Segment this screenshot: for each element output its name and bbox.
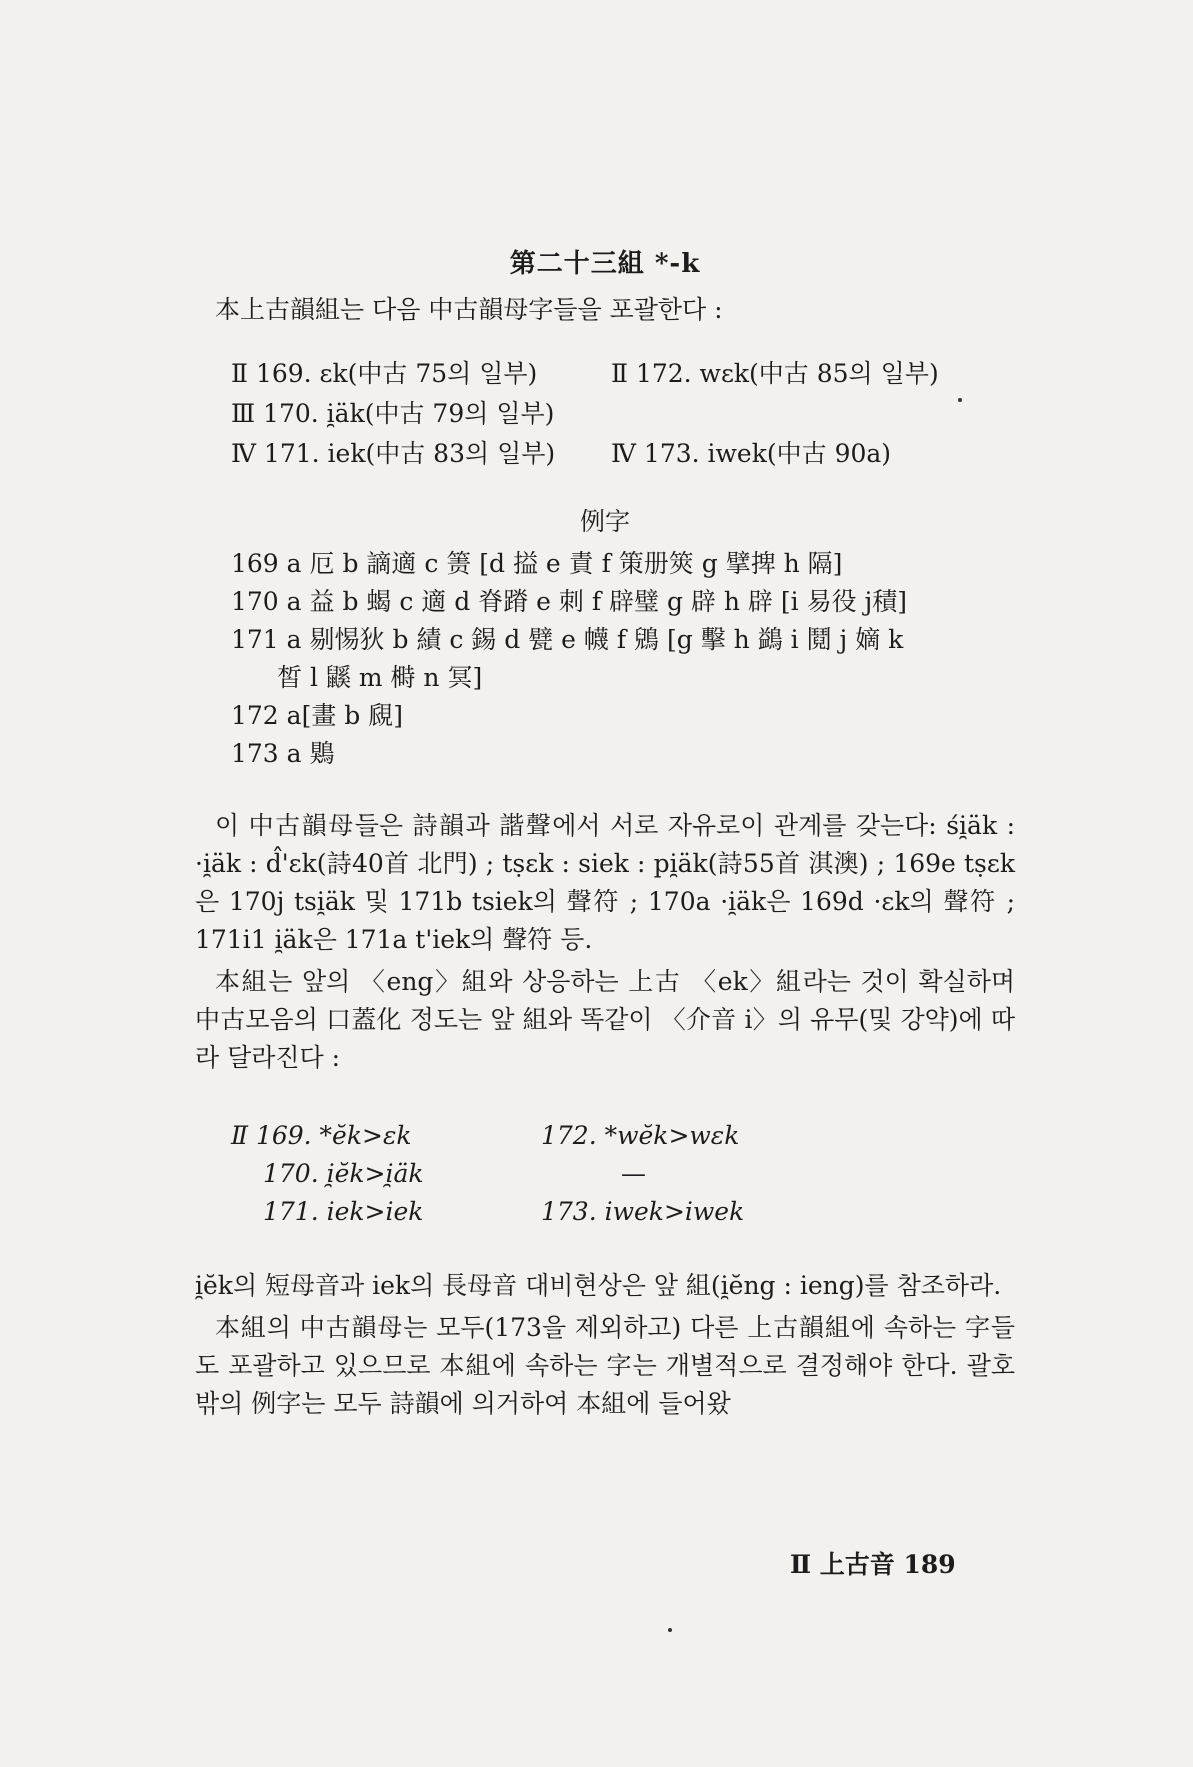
page-content <box>195 245 1015 1423</box>
examples-list <box>195 545 1015 773</box>
intro-text: 本上古韻組는 다음 中古韻母字들을 포괄한다 : <box>215 295 723 324</box>
example-line: 169 a 厄 b 謫適 c 箦 [d 搤 e 責 f 策册筴 g 擘捭 h 隔] <box>231 549 843 578</box>
paragraph-correspondence: 本組는 앞의 〈eng〉組와 상응하는 上古 〈ek〉組라는 것이 확실하며 中古모음의 口蓋化 정도는 앞 組와 똑같이 〈介音 i〉의 유무(및 강약)에 따라 달라진다 : <box>195 967 1015 1072</box>
development-item: Ⅱ 169. *ĕk>ɛk <box>231 1121 412 1150</box>
paragraph-vowel-length: i̯ĕk의 短母音과 iek의 長母音 대비현상은 앞 組(i̯ĕng : ieng)를 참조하라. <box>195 1271 1002 1300</box>
rime-item: Ⅳ 171. iek(中古 83의 일부) <box>231 439 556 468</box>
rime-item: Ⅲ 170. i̯äk(中古 79의 일부) <box>231 399 555 428</box>
rime-item: Ⅱ 169. ɛk(中古 75의 일부) <box>231 359 538 388</box>
development-item: 170. i̯ĕk>i̯äk <box>263 1159 424 1188</box>
rime-item: Ⅳ 173. iwek(中古 90a) <box>611 439 892 468</box>
print-speck <box>668 1628 672 1632</box>
section-title: 第二十三組 *-k <box>509 249 701 279</box>
development-item: 172. *wĕk>wɛk <box>541 1121 740 1150</box>
development-item: 171. iek>iek <box>263 1197 424 1226</box>
print-speck <box>958 398 962 402</box>
paragraph-scope: 本組의 中古韻母는 모두(173을 제외하고) 다른 上古韻組에 속하는 字들도 포괄하고 있으므로 本組에 속하는 字는 개별적으로 결정해야 한다. 괄호 밖의 例字는 모두 詩韻에 의거하여 本組에 들어왔 <box>195 1313 1015 1418</box>
page-footer: Ⅱ 上古音 189 <box>790 1550 956 1579</box>
example-line: 171 a 剔惕狄 b 績 c 錫 d 甓 e 幭 f 鶂 [g 擊 h 鷁 i 鬩 j 嫡 k <box>231 625 904 654</box>
paragraph-rhymes <box>195 807 1015 959</box>
development-list <box>195 1117 1015 1231</box>
example-line: 173 a 鶪 <box>231 739 335 768</box>
example-line-continued: 皙 l 鼷 m 榯 n 冥] <box>277 663 483 692</box>
development-item: 173. iwek>iwek <box>541 1197 745 1226</box>
example-line: 172 a[畫 b 覛] <box>231 701 403 730</box>
development-dash: — <box>621 1159 646 1188</box>
paragraph-rhymes-examples: śi̯äk : ·i̯äk : d̂'ɛk(詩40首 北門) ; tṣɛk : siek : pi̯äk(詩55首 淇澳) ; 169e tṣɛk은 170j tsi̯äk 및 171b tsiek의 聲符 ; 170a ·i̯äk은 169d ·ɛk의 聲符 ; 171i1 i̯äk은 171a t'iek의 聲符 등. <box>195 811 1015 954</box>
rime-list <box>195 355 1015 473</box>
paragraph-rhymes-lead: 이 中古韻母들은 詩韻과 諧聲에서 서로 자유로이 관계를 갖는다: <box>215 811 937 840</box>
rime-item: Ⅱ 172. wɛk(中古 85의 일부) <box>611 359 939 388</box>
example-line: 170 a 益 b 蝎 c 適 d 脊蹐 e 刺 f 辟璧 g 辟 h 辟 [i 易役 j積] <box>231 587 908 616</box>
rime-item-empty <box>611 395 1031 433</box>
examples-heading: 例字 <box>579 507 630 536</box>
